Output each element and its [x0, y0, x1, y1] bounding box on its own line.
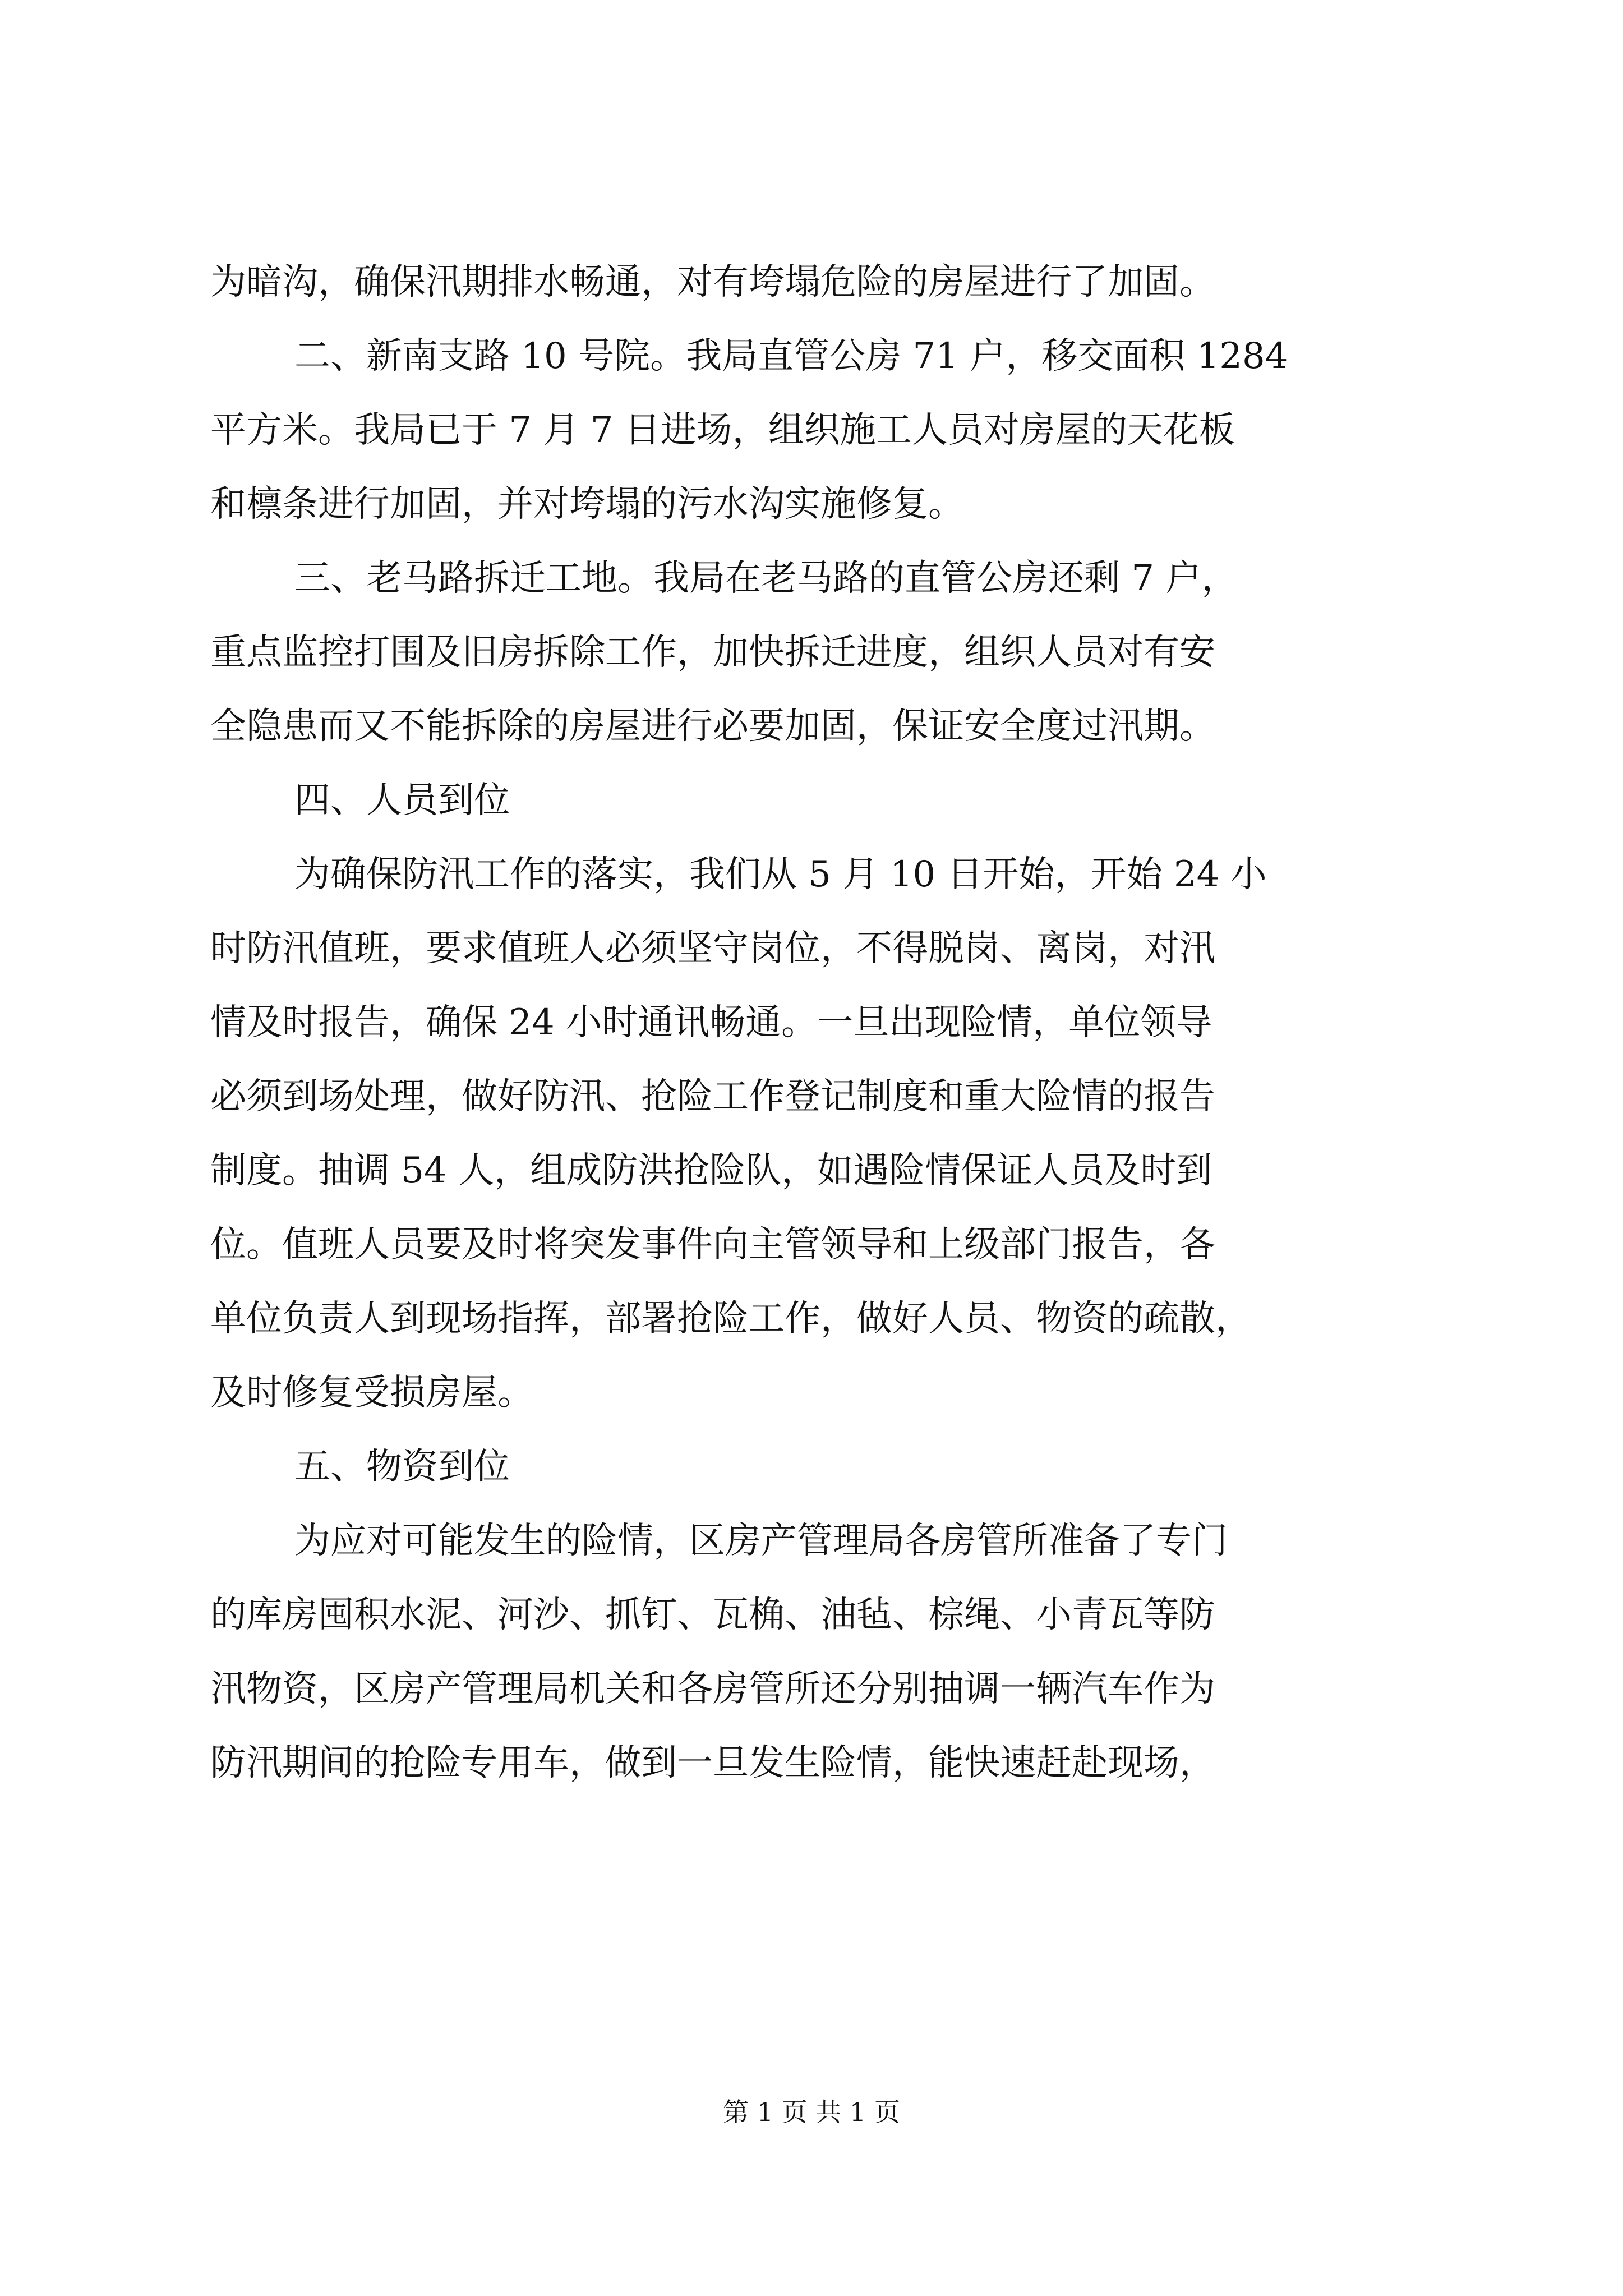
section-heading: 五、物资到位 [294, 1446, 510, 1488]
page-footer [0, 2095, 1623, 2129]
body-text [210, 245, 1424, 1800]
text-line: 必须到场处理，做好防汛、抢险工作登记制度和重大险情的报告 [210, 1076, 1215, 1117]
text-line: 的库房囤积水泥、河沙、抓钉、瓦桷、油毡、棕绳、小青瓦等防 [210, 1594, 1215, 1636]
text-line: 防汛期间的抢险专用车，做到一旦发生险情，能快速赶赴现场， [210, 1742, 1215, 1784]
text-line: 及时修复受损房屋。 [210, 1372, 533, 1414]
text-line: 汛物资，区房产管理局机关和各房管所还分别抽调一辆汽车作为 [210, 1668, 1215, 1710]
text-line: 制度。抽调 54 人，组成防洪抢险队，如遇险情保证人员及时到 [210, 1150, 1212, 1191]
text-line: 位。值班人员要及时将突发事件向主管领导和上级部门报告，各 [210, 1224, 1215, 1266]
text-line: 全隐患而又不能拆除的房屋进行必要加固，保证安全度过汛期。 [210, 706, 1215, 747]
text-line: 重点监控打围及旧房拆除工作，加快拆迁进度，组织人员对有安 [210, 632, 1215, 673]
text-line: 单位负责人到现场指挥，部署抢险工作，做好人员、物资的疏散， [210, 1298, 1251, 1340]
text-line: 平方米。我局已于 7 月 7 日进场，组织施工人员对房屋的天花板 [210, 409, 1235, 451]
text-line: 为确保防汛工作的落实，我们从 5 月 10 日开始，开始 24 小 [294, 854, 1267, 895]
text-line: 为暗沟，确保汛期排水畅通，对有垮塌危险的房屋进行了加固。 [210, 261, 1215, 303]
text-line: 和檩条进行加固，并对垮塌的污水沟实施修复。 [210, 484, 964, 525]
text-line: 情及时报告，确保 24 小时通讯畅通。一旦出现险情，单位领导 [210, 1002, 1212, 1043]
text-line: 时防汛值班，要求值班人必须坚守岗位，不得脱岗、离岗，对汛 [210, 928, 1215, 969]
section-heading: 四、人员到位 [294, 780, 510, 821]
page-number-label: 第 1 页 共 1 页 [723, 2097, 900, 2127]
text-line: 为应对可能发生的险情，区房产管理局各房管所准备了专门 [294, 1520, 1228, 1562]
text-line: 二、新南支路 10 号院。我局直管公房 71 户，移交面积 1284 [294, 335, 1288, 377]
text-line: 三、老马路拆迁工地。我局在老马路的直管公房还剩 7 户， [294, 558, 1238, 599]
